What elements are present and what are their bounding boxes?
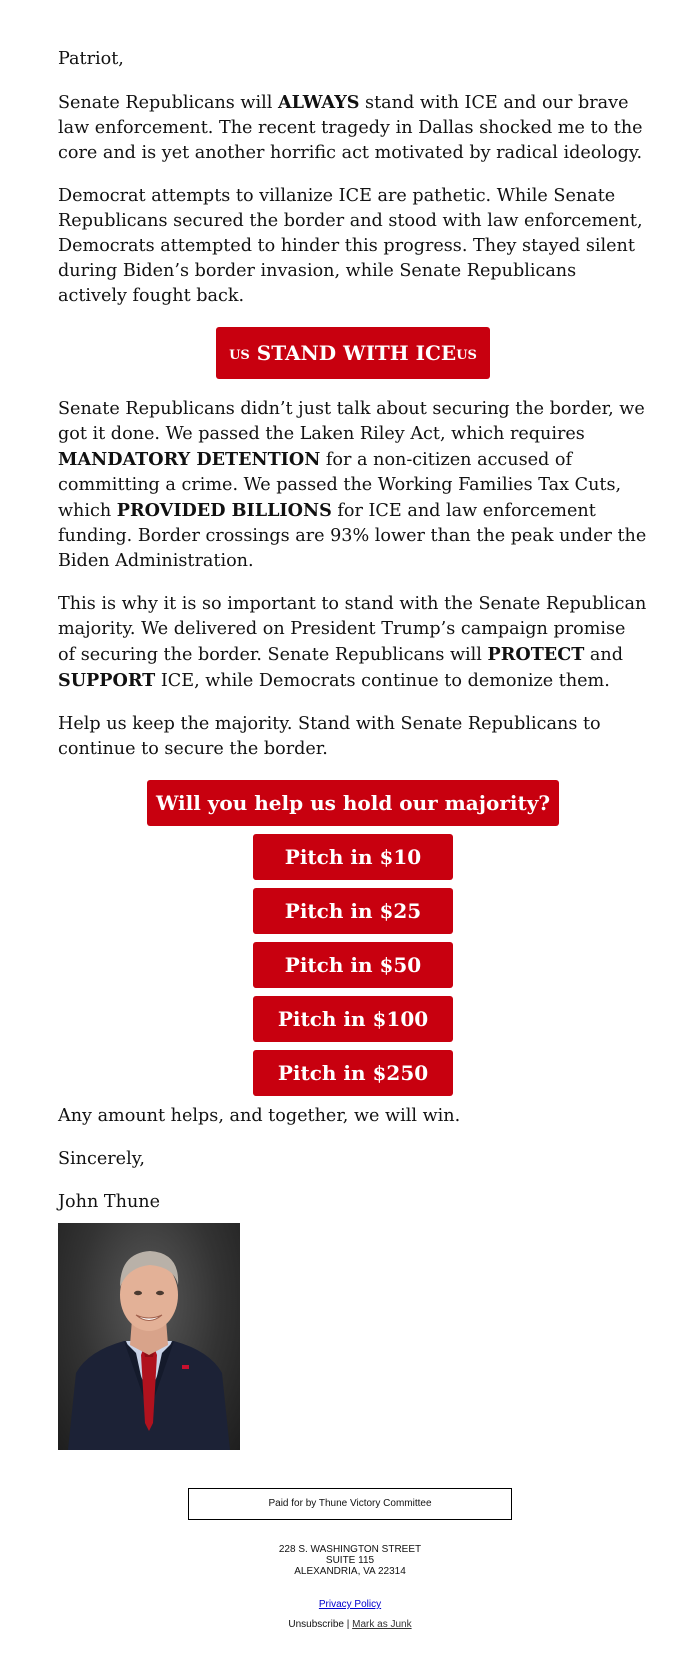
john-thune-portrait — [58, 1223, 240, 1450]
unsubscribe-row — [0, 1619, 700, 1630]
paragraph-4-emphasis-protect: PROTECT — [487, 644, 585, 665]
paragraph-1-emphasis-always: ALWAYS — [277, 92, 360, 113]
pitch-10-button[interactable]: Pitch in $10 — [253, 834, 453, 880]
stand-with-ice-button[interactable] — [216, 327, 490, 379]
letter-body — [58, 47, 648, 1450]
paragraph-4-part-c: and — [584, 645, 623, 665]
paragraph-4-part-a: This is why it is so important to stand with the Senate Republican majority. We delivered on President Trump’s campaign promise of securing the border. Senate Republicans will — [58, 594, 647, 665]
pitch-25-button[interactable]: Pitch in $25 — [253, 888, 453, 934]
paragraph-1 — [58, 90, 648, 166]
paragraph-5: Help us keep the majority. Stand with Senate Republicans to continue to secure the border. — [58, 714, 601, 759]
privacy-policy-row — [0, 1599, 700, 1610]
paragraph-2: Democrat attempts to villanize ICE are pathetic. While Senate Republicans secured the border and stood with law enforcement, Democrats attempted to hinder this progress. They stayed silent during Biden’s border invasion, while Senate Republicans actively fought back. — [58, 186, 643, 306]
portrait-illustration — [58, 1223, 240, 1450]
closing: Sincerely, — [58, 1149, 145, 1169]
address-line-2: SUITE 115 — [325, 1555, 375, 1566]
us-flag-icon-left: US — [229, 348, 250, 363]
paragraph-4 — [58, 592, 648, 694]
unsubscribe-link[interactable]: Unsubscribe — [288, 1619, 344, 1630]
paragraph-1-part-c: stand with ICE and our brave law enforcement. The recent tragedy in Dallas shocked me to the core and is yet another horrific act motivated by radical ideology. — [58, 93, 643, 163]
paid-for-disclaimer: Paid for by Thune Victory Committee — [188, 1488, 512, 1520]
paragraph-6: Any amount helps, and together, we will win. — [58, 1106, 461, 1126]
paragraph-3 — [58, 397, 648, 574]
mark-as-junk-link[interactable]: Mark as Junk — [352, 1619, 412, 1630]
paragraph-4-emphasis-support: SUPPORT — [58, 670, 156, 691]
paragraph-3-part-c: for a non-citizen accused of committing a crime. We passed the Working Families Tax Cuts, which — [58, 450, 622, 521]
paragraph-4-part-e: ICE, while Democrats continue to demonize them. — [155, 671, 610, 691]
mailing-address — [0, 1544, 700, 1577]
paragraph-3-part-a: Senate Republicans didn’t just talk about securing the border, we got it done. We passed the Laken Riley Act, which requires — [58, 399, 645, 444]
donation-buttons — [58, 780, 648, 1104]
paragraph-3-part-e: for ICE and law enforcement funding. Border crossings are 93% lower than the peak under the Biden Administration. — [58, 501, 647, 571]
stand-with-ice-label: STAND WITH ICE — [256, 341, 457, 365]
address-line-3: ALEXANDRIA, VA 22314 — [294, 1566, 406, 1577]
signature-name: John Thune — [58, 1192, 161, 1212]
email-footer — [0, 1488, 700, 1630]
address-line-1: 228 S. WASHINGTON STREET — [278, 1544, 422, 1555]
privacy-policy-link[interactable]: Privacy Policy — [318, 1599, 382, 1610]
pitch-50-button[interactable]: Pitch in $50 — [253, 942, 453, 988]
paragraph-3-emphasis-provided-billions: PROVIDED BILLIONS — [116, 500, 332, 521]
footer-separator: | — [343, 1619, 353, 1630]
pitch-250-button[interactable]: Pitch in $250 — [253, 1050, 453, 1096]
pitch-100-button[interactable]: Pitch in $100 — [253, 996, 453, 1042]
paragraph-1-part-a: Senate Republicans will — [58, 93, 278, 113]
paragraph-3-emphasis-mandatory-detention: MANDATORY DETENTION — [58, 449, 321, 470]
ice-button-wrap — [58, 327, 648, 397]
us-flag-icon-right: US — [456, 348, 477, 363]
greeting: Patriot, — [58, 49, 124, 69]
hold-majority-button[interactable]: Will you help us hold our majority? — [147, 780, 559, 826]
